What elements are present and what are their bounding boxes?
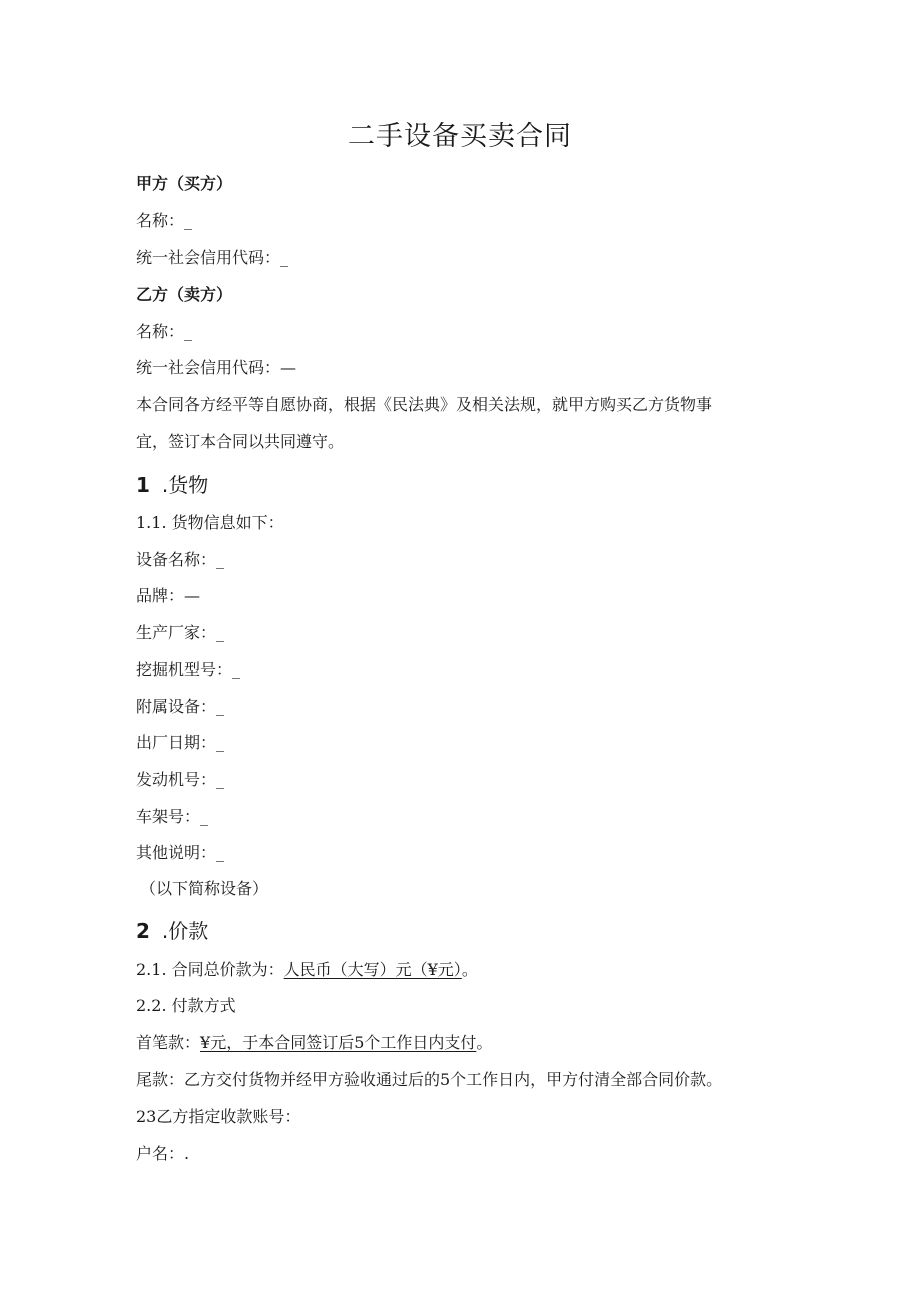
party-b-credit-code: 统一社会信用代码：— [136, 358, 297, 377]
field-brand: 品牌：— [136, 586, 201, 605]
party-a-credit-code: 统一社会信用代码：_ [136, 248, 289, 267]
final-payment-line: 尾款：乙方交付货物并经甲方验收通过后的5个工作日内，甲方付清全部合同价款。 [136, 1070, 723, 1089]
first-payment-line [136, 1033, 492, 1053]
party-b-name: 名称：_ [136, 322, 193, 341]
total-price-line [136, 960, 478, 980]
field-equipment-name: 设备名称：_ [136, 550, 225, 569]
section-2-number: 2 [136, 919, 150, 943]
field-other-notes: 其他说明：_ [136, 843, 225, 862]
section-1-heading [136, 472, 208, 498]
payment-method-heading: 2.2. 付款方式 [136, 996, 236, 1015]
field-production-date: 出厂日期：_ [136, 733, 225, 752]
first-payment-suffix: 。 [476, 1033, 493, 1052]
section-2-heading [136, 918, 208, 944]
section-1-1-heading: 1.1. 货物信息如下： [136, 513, 284, 532]
party-a-heading: 甲方（买方） [136, 174, 233, 193]
party-b-heading: 乙方（卖方） [136, 285, 233, 304]
intro-line-1: 本合同各方经平等自愿协商，根据《民法典》及相关法规，就甲方购买乙方货物事 [136, 395, 713, 414]
intro-line-2: 宜，签订本合同以共同遵守。 [136, 432, 345, 451]
account-heading: 23乙方指定收款账号： [136, 1107, 301, 1126]
section-2-title: .价款 [161, 919, 209, 943]
account-name: 户名：. [136, 1144, 190, 1163]
field-frame-number: 车架号：_ [136, 807, 209, 826]
document-title: 二手设备买卖合同 [348, 121, 572, 152]
field-excavator-model: 挖掘机型号：_ [136, 660, 241, 679]
field-manufacturer: 生产厂家：_ [136, 623, 225, 642]
field-accessories: 附属设备：_ [136, 697, 225, 716]
field-engine-number: 发动机号：_ [136, 770, 225, 789]
party-a-name: 名称：_ [136, 211, 193, 230]
section-1-title: .货物 [161, 473, 209, 497]
total-price-suffix: 。 [461, 960, 478, 979]
first-payment-label: 首笔款： [136, 1033, 201, 1052]
equipment-note: （以下简称设备） [140, 879, 269, 898]
total-price-value: 人民币（大写）元（¥元） [283, 960, 462, 979]
section-1-number: 1 [136, 473, 150, 497]
first-payment-value: ¥元，于本合同签订后5个工作日内支付 [200, 1033, 477, 1052]
total-price-label: 2.1. 合同总价款为： [136, 960, 284, 979]
